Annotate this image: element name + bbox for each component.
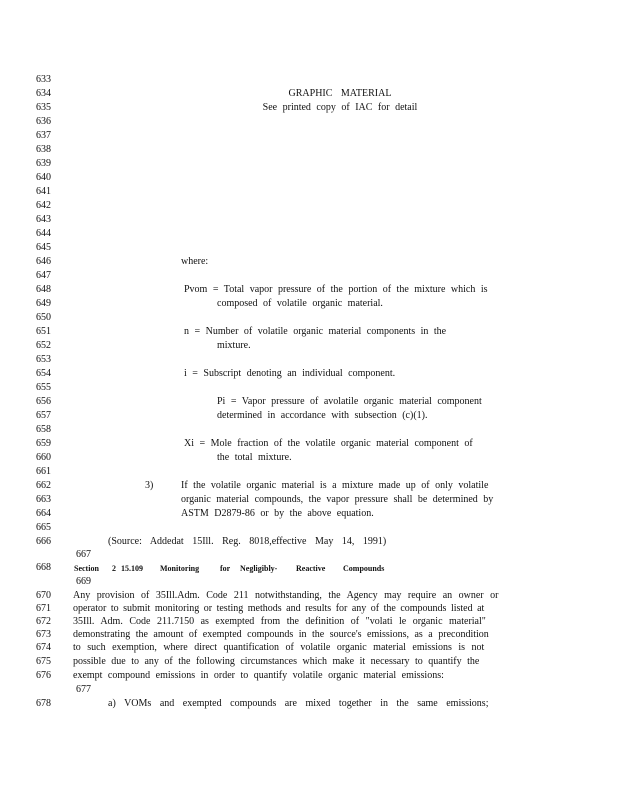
def-pi: Pi = Vapor pressure of avolatile organic material component	[217, 396, 482, 407]
line-number: 658	[36, 424, 51, 435]
line-number: 649	[36, 298, 51, 309]
line-number: 642	[36, 200, 51, 211]
line-number: 637	[36, 130, 51, 141]
line-number: 646	[36, 256, 51, 267]
line-number: 653	[36, 354, 51, 365]
inline-line-number: 677	[76, 684, 91, 695]
line-number: 656	[36, 396, 51, 407]
item-3-line: If the volatile organic material is a mixture made up of only volatile	[181, 480, 489, 491]
def-pvom-cont: composed of volatile organic material.	[217, 298, 383, 309]
paragraph-line: 35Ill. Adm. Code 211.7150 as exempted from the definition of "volati le organic material"	[73, 616, 486, 627]
line-number: 670	[36, 590, 51, 601]
def-pvom: Pvom = Total vapor pressure of the portion of the mixture which is	[184, 284, 488, 295]
line-number: 634	[36, 88, 51, 99]
paragraph-line: exempt compound emissions in order to quantify volatile organic material emissions:	[73, 670, 444, 681]
section-label: Section	[74, 564, 99, 573]
line-number: 655	[36, 382, 51, 393]
line-number: 650	[36, 312, 51, 323]
line-number: 668	[36, 562, 51, 573]
graphic-title: GRAPHIC MATERIAL	[288, 88, 392, 99]
line-number: 674	[36, 642, 51, 653]
line-number: 654	[36, 368, 51, 379]
line-number: 678	[36, 698, 51, 709]
line-number: 672	[36, 616, 51, 627]
line-number: 647	[36, 270, 51, 281]
item-a: a) VOMs and exempted compounds are mixed together in the same emissions;	[108, 698, 489, 709]
line-number: 639	[36, 158, 51, 169]
line-number: 671	[36, 603, 51, 614]
line-number: 643	[36, 214, 51, 225]
line-number: 659	[36, 438, 51, 449]
line-number: 662	[36, 480, 51, 491]
line-number: 676	[36, 670, 51, 681]
line-number: 648	[36, 284, 51, 295]
def-pi-cont: determined in accordance with subsection (c)(1).	[217, 410, 428, 421]
paragraph-line: possible due to any of the following circumstances which make it necessary to quantify the	[73, 656, 480, 667]
def-i: i = Subscript denoting an individual component.	[184, 368, 396, 379]
section-title-word: Reactive	[296, 564, 326, 573]
graphic-note: See printed copy of IAC for detail	[262, 102, 418, 113]
paragraph-line: to such exemption, where direct quantification of volatile organic material emissions is not	[73, 642, 485, 653]
line-number: 651	[36, 326, 51, 337]
section-title-word: Monitoring	[160, 564, 200, 573]
line-number: 664	[36, 508, 51, 519]
item-3-line: ASTM D2879-86 or by the above equation.	[181, 508, 374, 519]
line-number: 673	[36, 629, 51, 640]
def-n-cont: mixture.	[217, 340, 251, 351]
line-number: 666	[36, 536, 51, 547]
section-number: 2 15.109	[112, 564, 143, 573]
line-number: 657	[36, 410, 51, 421]
line-number: 633	[36, 74, 51, 85]
line-number: 638	[36, 144, 51, 155]
line-number: 652	[36, 340, 51, 351]
line-number: 663	[36, 494, 51, 505]
def-xi-cont: the total mixture.	[217, 452, 292, 463]
section-title-word: Compounds	[343, 564, 385, 573]
paragraph-line: operator to submit monitoring or testing methods and results for any of the compounds listed at	[73, 603, 485, 614]
section-title-word: Negligibly-	[240, 564, 278, 573]
source-note: (Source: Addedat 15Ill. Reg. 8018,effective May 14, 1991)	[108, 536, 387, 547]
line-number: 675	[36, 656, 51, 667]
def-n: n = Number of volatile organic material components in the	[184, 326, 447, 337]
def-xi: Xi = Mole fraction of the volatile organic material component of	[184, 438, 473, 449]
inline-line-number: 667	[76, 549, 91, 560]
line-number: 640	[36, 172, 51, 183]
line-number: 661	[36, 466, 51, 477]
line-number: 636	[36, 116, 51, 127]
paragraph-line: demonstrating the amount of exempted compounds in the source's emissions, as a precondition	[73, 629, 489, 640]
line-number: 665	[36, 522, 51, 533]
line-number: 641	[36, 186, 51, 197]
line-number: 645	[36, 242, 51, 253]
item-3-number: 3)	[145, 480, 154, 491]
item-3-line: organic material compounds, the vapor pressure shall be determined by	[181, 494, 494, 505]
line-number: 644	[36, 228, 51, 239]
line-number: 635	[36, 102, 51, 113]
where-label: where:	[181, 256, 209, 267]
line-number: 660	[36, 452, 51, 463]
inline-line-number: 669	[76, 576, 91, 587]
section-title-word: for	[220, 564, 231, 573]
paragraph-line: Any provision of 35Ill.Adm. Code 211 notwithstanding, the Agency may require an owner or	[73, 590, 499, 601]
